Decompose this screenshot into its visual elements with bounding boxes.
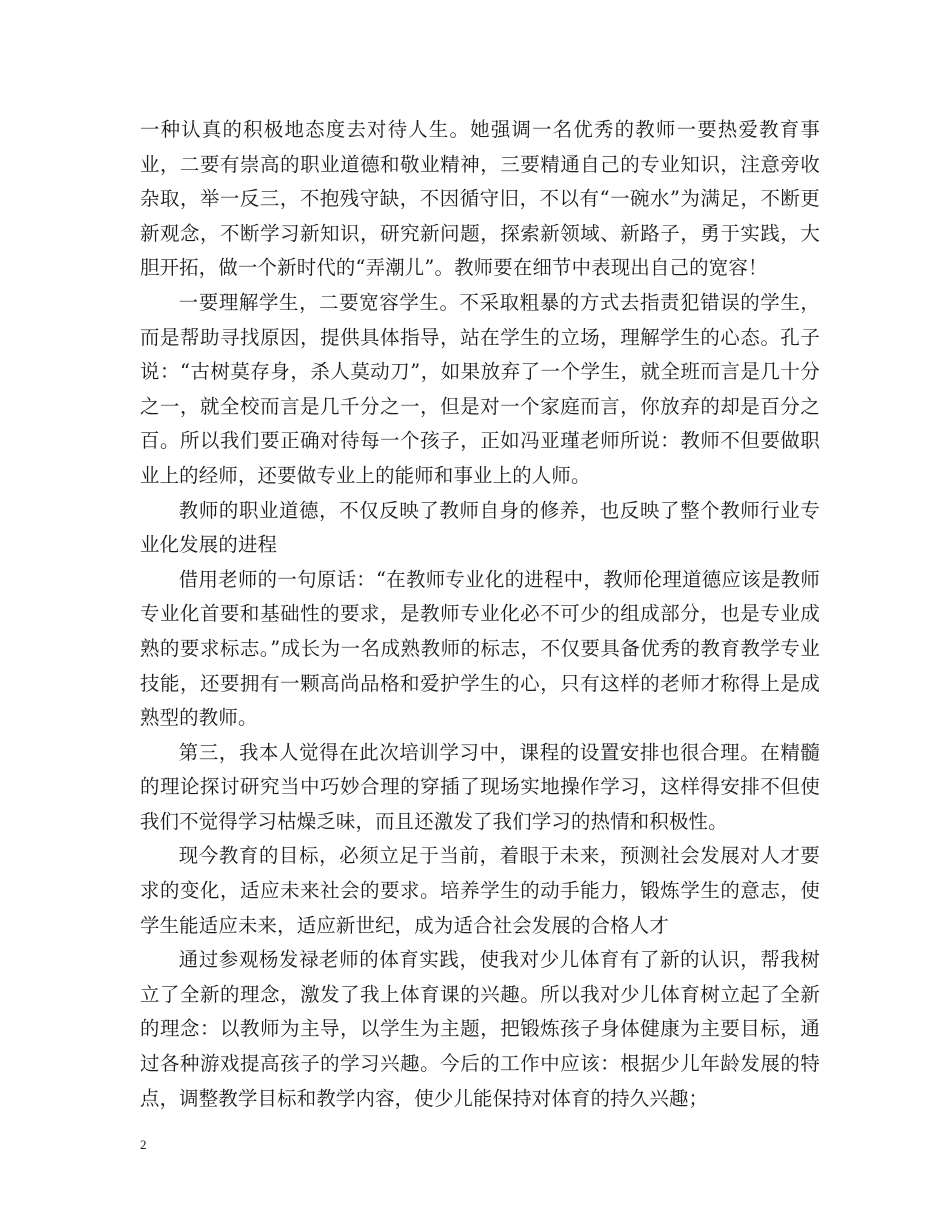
paragraph-3: 教师的职业道德，不仅反映了教师自身的修养，也反映了整个教师行业专业化发展的进程 xyxy=(140,498,820,557)
paragraph-7: 通过参观杨发禄老师的体育实践，使我对少儿体育有了新的认识，帮我树立了全新的理念，激发了我上体育课的兴趣。所以我对少儿体育树立起了全新的理念：以教师为主导，以学生为主题，把锻炼孩子身体健康为主要目标，通过各种游戏提高孩子的学习兴趣。今后的工作中应该：根据少儿年龄发展的特点，调整教学目标和教学内容，使少儿能保持对体育的持久兴趣； xyxy=(140,948,820,1110)
paragraph-2: 一要理解学生，二要宽容学生。不采取粗暴的方式去指责犯错误的学生，而是帮助寻找原因，提供具体指导，站在学生的立场，理解学生的心态。孔子说：“古树莫存身，杀人莫动刀”，如果放弃了一个学生，就全班而言是几十分之一，就全校而言是几千分之一，但是对一个家庭而言，你放弃的却是百分之百。所以我们要正确对待每一个孩子，正如冯亚瑾老师所说：教师不但要做职业上的经师，还要做专业上的能师和事业上的人师。 xyxy=(140,290,820,487)
paragraph-4: 借用老师的一句原话：“在教师专业化的进程中，教师伦理道德应该是教师专业化首要和基础性的要求，是教师专业化必不可少的组成部分，也是专业成熟的要求标志。”成长为一名成熟教师的标志，不仅要具备优秀的教育教学专业技能，还要拥有一颗高尚品格和爱护学生的心，只有这样的老师才称得上是成熟型的教师。 xyxy=(140,567,820,730)
document-body xyxy=(140,113,820,1116)
paragraph-1: 一种认真的积极地态度去对待人生。她强调一名优秀的教师一要热爱教育事业，二要有崇高的职业道德和敬业精神，三要精通自己的专业知识，注意旁收杂取，举一反三，不抱残守缺，不因循守旧，不以有“一碗水”为满足，不断更新观念，不断学习新知识，研究新问题，探索新领域、新路子，勇于实践，大胆开拓，做一个新时代的“弄潮儿”。教师要在细节中表现出自己的宽容！ xyxy=(140,118,820,280)
page-number: 2 xyxy=(140,1137,147,1152)
paragraph-6: 现今教育的目标，必须立足于当前，着眼于未来，预测社会发展对人才要求的变化，适应未来社会的要求。培养学生的动手能力，锻炼学生的意志，使学生能适应未来，适应新世纪，成为适合社会发展的合格人才 xyxy=(140,844,820,937)
paragraph-5: 第三，我本人觉得在此次培训学习中，课程的设置安排也很合理。在精髓的理论探讨研究当中巧妙合理的穿插了现场实地操作学习，这样得安排不但使我们不觉得学习枯燥乏味，而且还激发了我们学习的热情和积极性。 xyxy=(140,740,820,833)
